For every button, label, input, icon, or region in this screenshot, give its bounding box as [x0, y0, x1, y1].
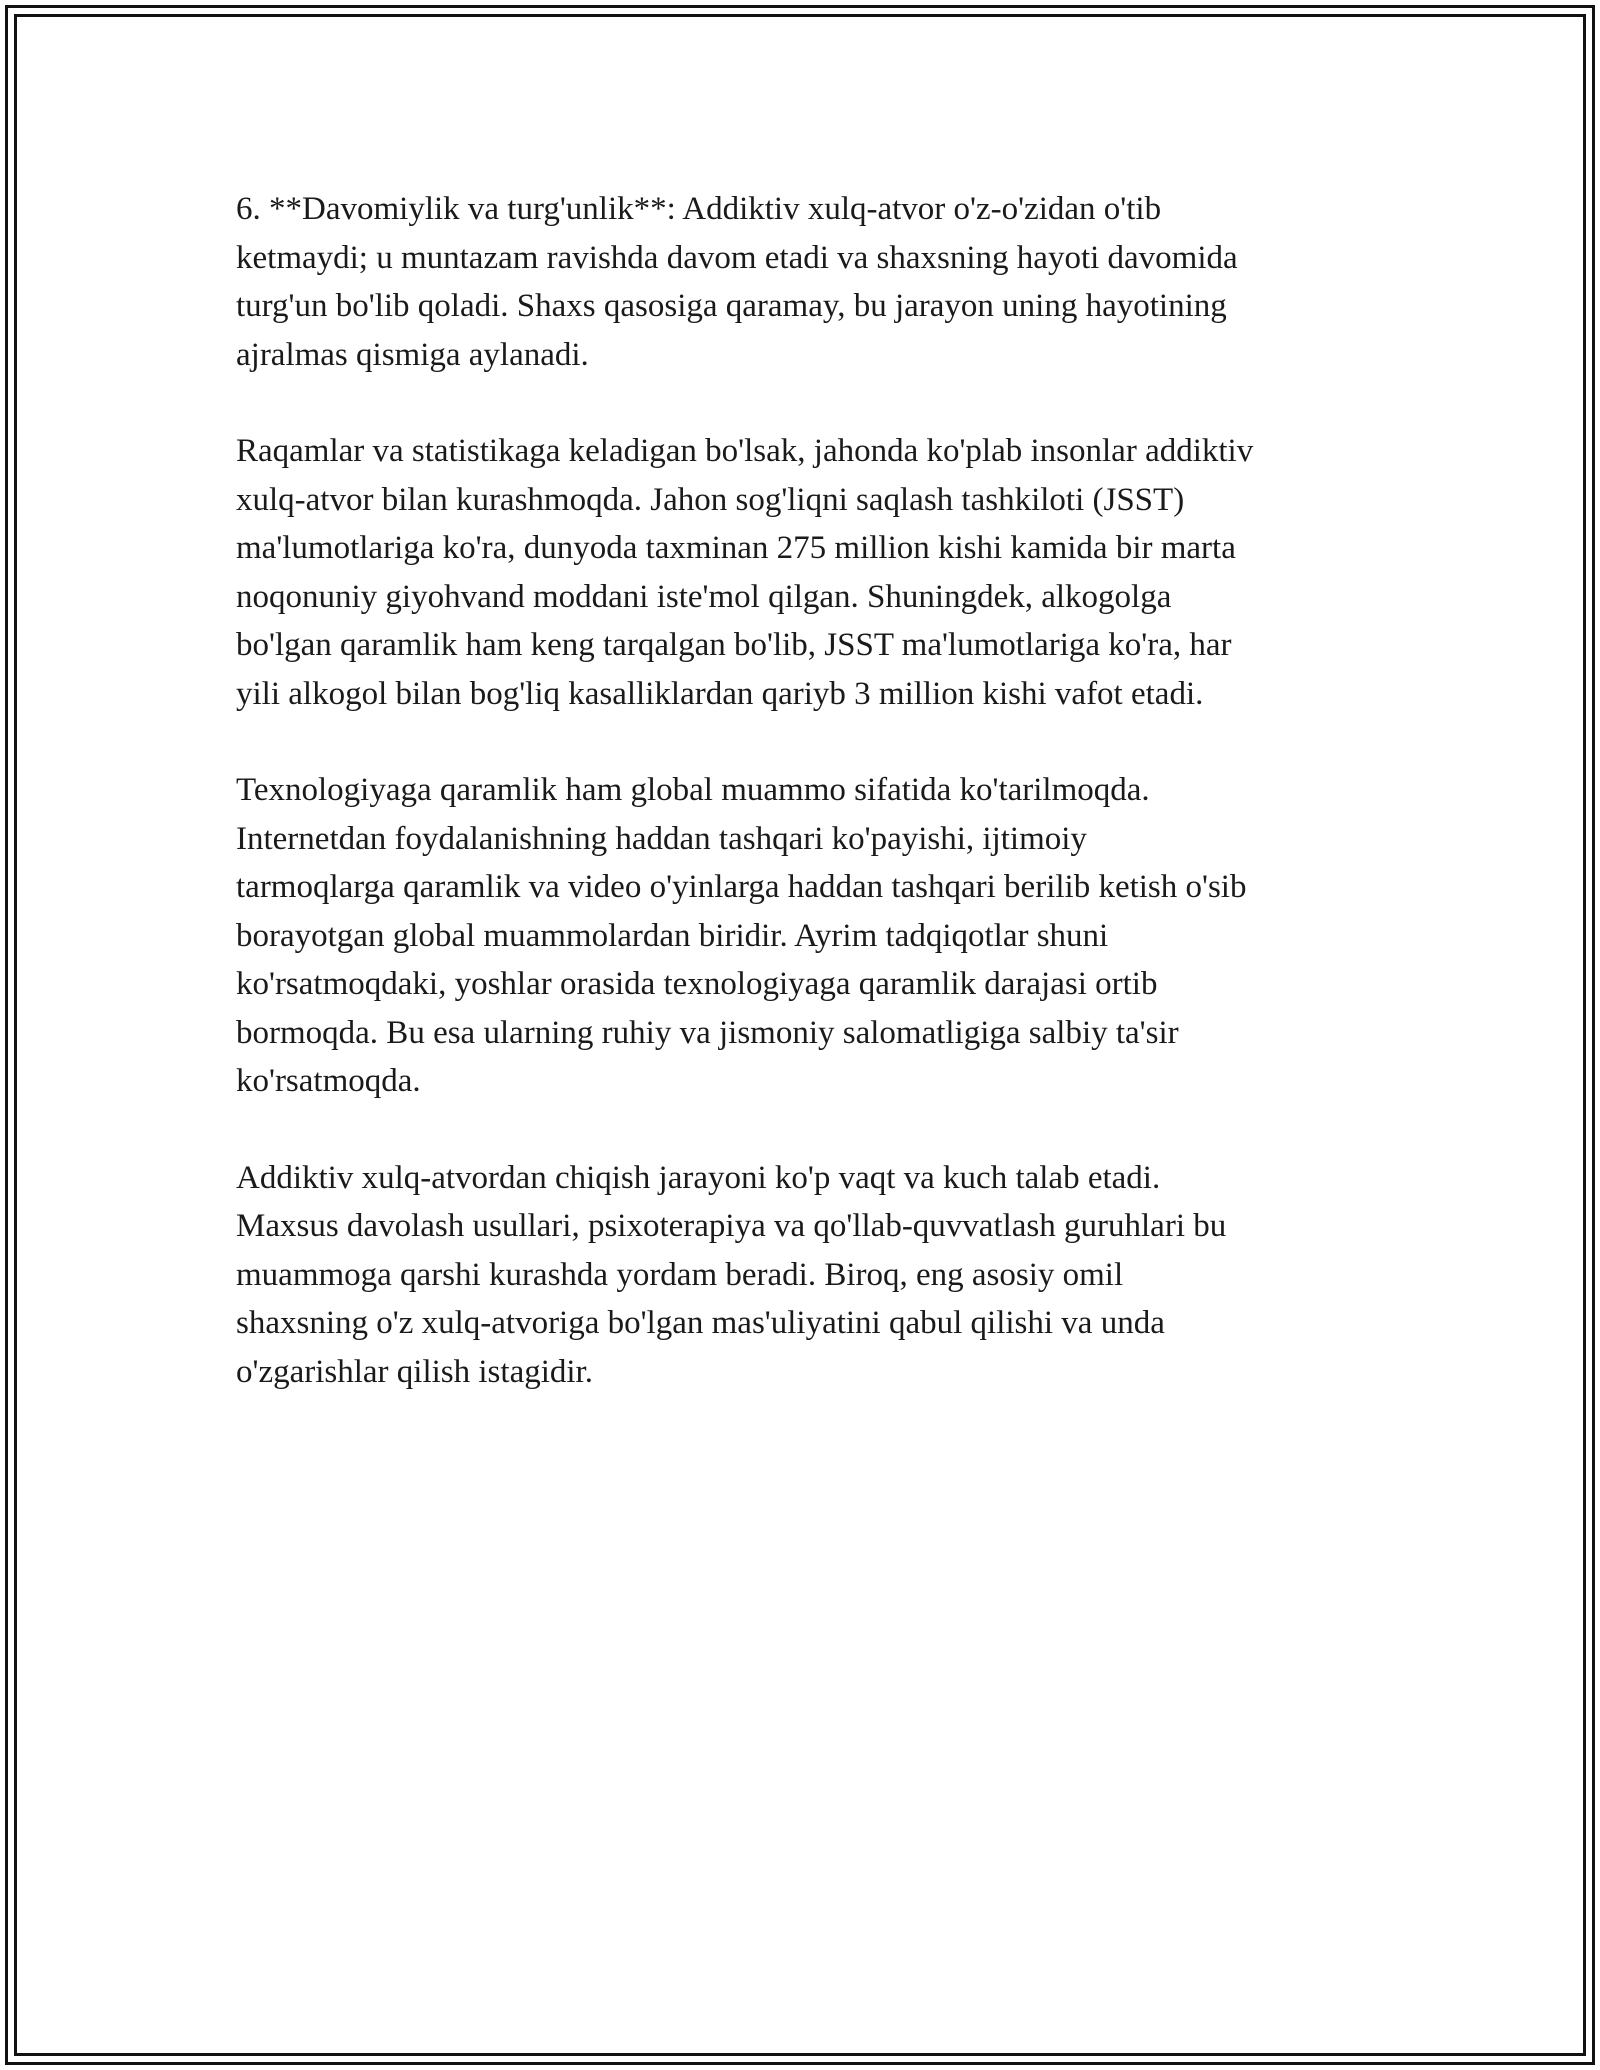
paragraph-technology-addiction: Texnologiyaga qaramlik ham global muammo sifatida ko'tarilmoqda. Internetdan foydalanishning haddan tashqari ko'payishi, ijtimoiy tarmoqlarga qaramlik va video o'yinlarga haddan tashqari berilib ketish o'sib borayotgan global muammolardan biridir. Ayrim tadqiqotlar shuni ko'rsatmoqdaki, yoshlar orasida texnologiyaga qaramlik darajasi ortib bormoqda. Bu esa ularning ruhiy va jismoniy salomatligiga salbiy ta'sir ko'rsatmoqda.	[236, 772, 1247, 1099]
paragraph-persistence: 6. **Davomiylik va turg'unlik**: Addiktiv xulq-atvor o'z-o'zidan o'tib ketmaydi; u muntazam ravishda davom etadi va shaxsning hayoti davomida turg'un bo'lib qoladi. Shaxs qasosiga qaramay, bu jarayon uning hayotining ajralmas qismiga aylanadi.	[236, 191, 1238, 373]
paragraph-statistics: Raqamlar va statistikaga keladigan bo'lsak, jahonda ko'plab insonlar addiktiv xulq-atvor bilan kurashmoqda. Jahon sog'liqni saqlash tashkiloti (JSST) ma'lumotlariga ko'ra, dunyoda taxminan 275 million kishi kamida bir marta noqonuniy giyohvand moddani iste'mol qilgan. Shuningdek, alkogolga bo'lgan qaramlik ham keng tarqalgan bo'lib, JSST ma'lumotlariga ko'ra, har yili alkogol bilan bog'liq kasalliklardan qariyb 3 million kishi vafot etadi.	[236, 433, 1254, 712]
document-body	[236, 185, 1386, 1444]
paragraph-recovery: Addiktiv xulq-atvordan chiqish jarayoni ko'p vaqt va kuch talab etadi. Maxsus davolash usullari, psixoterapiya va qo'llab-quvvatlash guruhlari bu muammoga qarshi kurashda yordam beradi. Biroq, eng asosiy omil shaxsning o'z xulq-atvoriga bo'lgan mas'uliyatini qabul qilishi va unda o'zgarishlar qilish istagidir.	[236, 1159, 1227, 1390]
